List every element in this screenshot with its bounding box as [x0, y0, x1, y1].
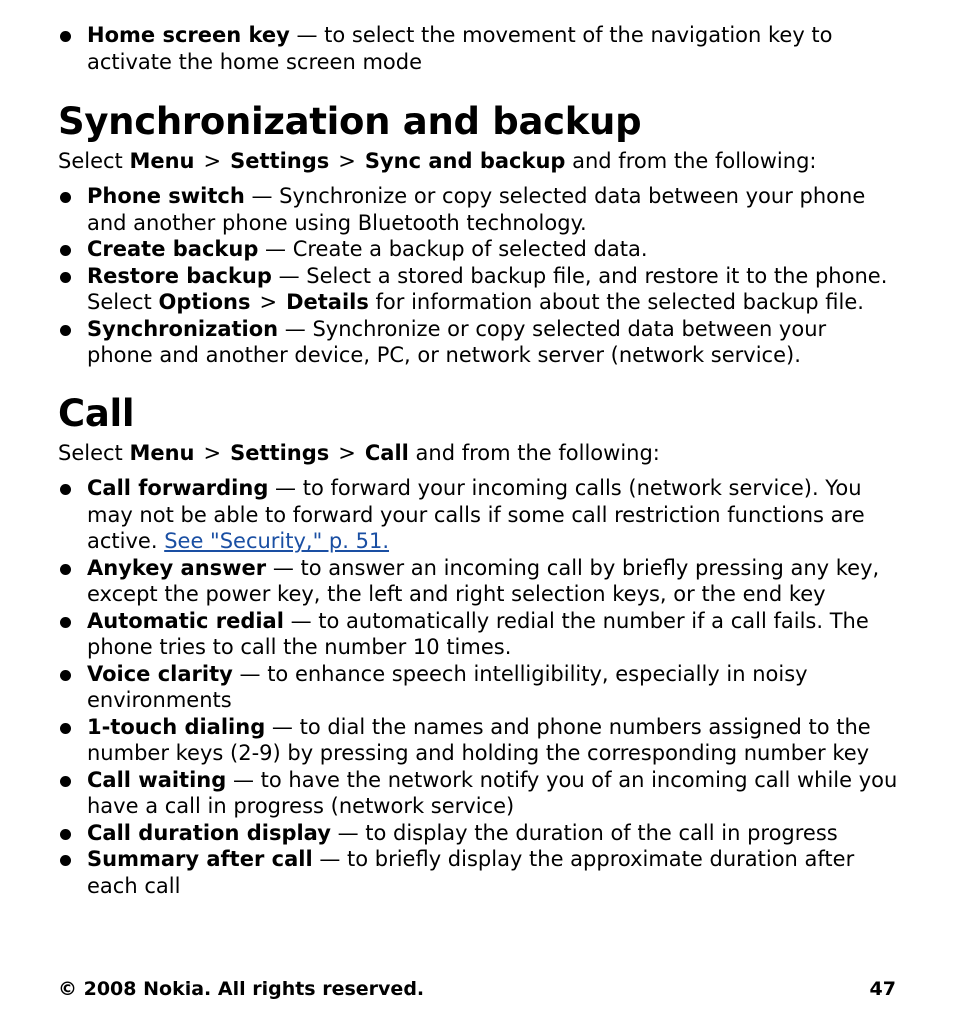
list-item	[58, 820, 898, 847]
list-item	[58, 846, 898, 899]
list-item-desc: — to have the network notify you of an incoming call while you have a call in progress (network service)	[87, 767, 898, 818]
list-item	[58, 22, 898, 75]
copyright-notice: © 2008 Nokia. All rights reserved.	[58, 978, 425, 1000]
list-item-desc: — Create a backup of selected data.	[258, 237, 648, 261]
list-item	[58, 661, 898, 714]
menu-path-details: Details	[286, 290, 369, 314]
list-item	[58, 608, 898, 661]
list-item-desc: — Synchronize or copy selected data between your phone and another phone using Bluetooth technology.	[87, 184, 866, 235]
list-item	[58, 767, 898, 820]
list-item-term: Create backup	[87, 237, 259, 261]
path-separator: >	[203, 149, 222, 173]
menu-path-options: Options	[158, 290, 251, 314]
list-item-desc: — Select a stored backup file, and restore it to the phone. Select	[87, 263, 888, 314]
call-options-list	[58, 475, 898, 899]
list-item-term: Call waiting	[87, 767, 227, 792]
list-item-term: Call forwarding	[87, 476, 269, 500]
list-item-term: Call duration display	[87, 820, 331, 845]
list-item-desc: — to select the movement of the navigation key to activate the home screen mode	[87, 23, 833, 74]
menu-path-settings: Settings	[230, 149, 330, 173]
home-key-list	[58, 22, 898, 75]
list-item-term: Voice clarity	[87, 661, 233, 686]
menu-path-menu: Menu	[129, 441, 195, 465]
intro-prefix: Select	[58, 441, 130, 465]
list-item-term: 1-touch dialing	[87, 714, 266, 739]
sync-intro	[58, 148, 816, 174]
list-item-desc: — to forward your incoming calls (network service). You may not be able to forward your calls if some call restriction functions are active.	[87, 476, 865, 553]
call-intro	[58, 440, 660, 466]
path-separator: >	[203, 441, 222, 465]
list-item-term: Anykey answer	[87, 555, 267, 580]
list-item-term: Phone switch	[87, 184, 245, 208]
list-item-term: Automatic redial	[87, 608, 284, 633]
list-item-term: Restore backup	[87, 263, 272, 288]
menu-path-menu: Menu	[129, 149, 195, 173]
list-item	[58, 183, 898, 236]
section-heading-call: Call	[58, 392, 135, 435]
path-separator: >	[338, 441, 356, 465]
list-item-desc: — to briefly display the approximate duration after each call	[87, 847, 855, 898]
list-item	[58, 555, 898, 608]
page-footer	[58, 978, 896, 1000]
menu-path-settings: Settings	[230, 441, 330, 465]
menu-path-sync: Sync and backup	[364, 149, 566, 173]
section-heading-sync: Synchronization and backup	[58, 100, 642, 143]
list-item-term: Synchronization	[87, 316, 279, 341]
path-separator: >	[259, 290, 278, 314]
sync-options-list	[58, 183, 898, 369]
list-item-term: Home screen key	[87, 23, 290, 47]
path-separator: >	[338, 149, 356, 173]
intro-prefix: Select	[58, 149, 130, 173]
list-item-desc: — to display the duration of the call in progress	[330, 820, 838, 845]
intro-suffix: and from the following:	[408, 441, 660, 465]
list-item-desc: — to answer an incoming call by briefly pressing any key, except the power key, the left and right selection keys, or the end key	[87, 555, 880, 606]
list-item-desc: — to enhance speech intelligibility, especially in noisy environments	[87, 661, 808, 712]
intro-suffix: and from the following:	[565, 149, 817, 173]
list-item	[58, 475, 898, 555]
page-number: 47	[869, 978, 896, 1000]
security-link[interactable]: See "Security," p. 51.	[164, 529, 390, 553]
list-item-desc: — to automatically redial the number if a call fails. The phone tries to call the number 10 times.	[87, 608, 869, 659]
list-item	[58, 236, 898, 263]
list-item	[58, 316, 898, 369]
list-item	[58, 714, 898, 767]
menu-path-call: Call	[364, 441, 409, 465]
list-item-desc-after: for information about the selected backup file.	[368, 290, 864, 314]
list-item-desc: — to dial the names and phone numbers assigned to the number keys (2-9) by pressing and holding the corresponding number key	[87, 714, 871, 765]
list-item-desc: — Synchronize or copy selected data between your phone and another device, PC, or network server (network service).	[87, 316, 827, 367]
list-item	[58, 263, 898, 316]
list-item-term: Summary after call	[87, 847, 313, 871]
